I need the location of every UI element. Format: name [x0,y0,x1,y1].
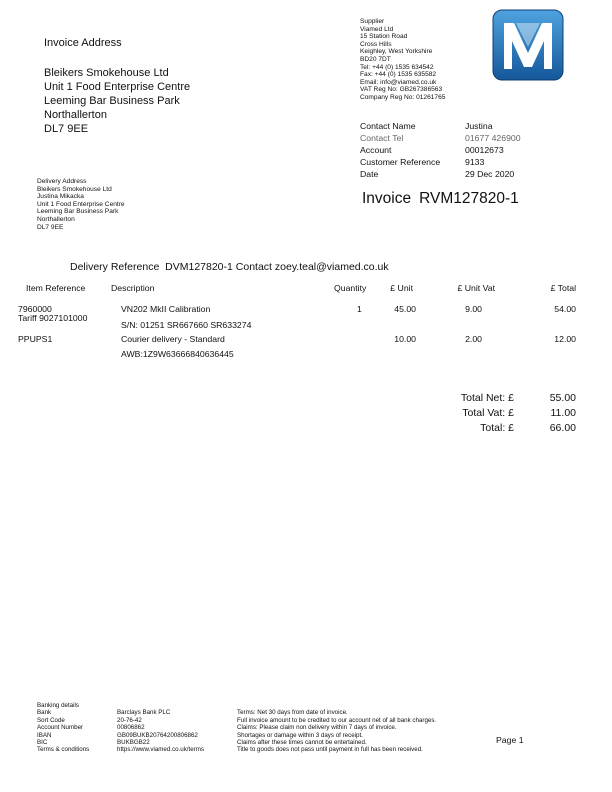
contact-row [360,120,521,132]
header-item-reference: Item Reference [26,283,86,293]
terms-line: Terms: Net 30 days from date of invoice. [237,709,348,717]
terms-line: Claims: Please claim non delivery within 7 days of invoice. [237,724,397,732]
item-reference: PPUPS1 [18,334,53,344]
terms-line: Claims after these times cannot be entertained. [237,739,367,747]
item-quantity: 1 [357,304,362,314]
invoice-number-heading [362,190,527,208]
terms-line: Title to goods does not pass until payment in full has been received. [237,746,423,754]
banking-values [117,709,204,753]
delivery-reference [70,261,389,273]
contact-value: 29 Dec 2020 [465,169,515,179]
banking-label: Bank [37,709,52,717]
banking-label: Terms & conditions [37,746,90,754]
contact-label: Account [360,145,392,155]
delivery-reference-contact: Contact zoey.teal@viamed.co.uk [235,261,389,273]
total-vat-label: Total Vat: £ [462,407,514,419]
banking-label: Sort Code [37,716,65,724]
item-description-detail: S/N: 01251 SR667660 SR633274 [121,320,252,330]
delivery-address [37,178,125,231]
contact-label: Contact Name [360,121,416,131]
contact-row [360,144,521,156]
supplier-line: Supplier [360,18,385,25]
banking-value: BUKBGB22 [117,739,150,747]
delivery-address-line: Justina Mikacka [37,193,84,201]
invoice-address-line: DL7 9EE [44,123,89,135]
supplier-line: Cross Hills [360,40,392,48]
total-value: 66.00 [549,422,576,434]
item-unit-price: 45.00 [394,304,416,314]
delivery-address-line: Unit 1 Food Enterprise Centre [37,200,125,208]
banking-value: 20-76-42 [117,716,142,724]
banking-details [37,702,89,754]
invoice-label: Invoice [362,190,412,207]
item-unit-vat: 2.00 [465,334,482,344]
item-unit-vat: 9.00 [465,304,482,314]
banking-value: Barclays Bank PLC [117,709,171,717]
delivery-address-line: Leeming Bar Business Park [37,208,119,216]
banking-label: BIC [37,739,48,747]
item-total: 12.00 [554,334,576,344]
contact-row [360,132,521,144]
invoice-address-line: Bleikers Smokehouse Ltd [44,67,169,79]
banking-label: IBAN [37,731,52,739]
contact-value: 00012673 [465,145,504,155]
total-net-value: 55.00 [549,392,576,404]
delivery-reference-value: DVM127820-1 [165,261,233,273]
banking-title: Banking details [37,702,79,709]
contact-value: 9133 [465,157,485,167]
supplier-line: Viamed Ltd [360,25,394,33]
total-vat-value: 11.00 [550,407,576,419]
banking-value: GB09BUKB20764200806862 [117,731,198,739]
banking-label: Account Number [37,724,84,732]
contact-label: Customer Reference [360,157,441,167]
invoice-address-line: Unit 1 Food Enterprise Centre [44,81,191,93]
total-label: Total: £ [480,422,514,434]
supplier-details [360,18,445,102]
supplier-line: 15 Station Road [360,33,408,41]
total-net-label: Total Net: £ [460,392,514,404]
contact-label: Contact Tel [360,133,404,143]
item-reference: 7960000 [18,304,52,314]
terms-text [237,709,436,753]
contact-row [360,156,521,168]
delivery-address-line: Delivery Address [37,178,87,185]
terms-line: Full invoice amount to be credited to our account net of all bank charges. [237,716,437,724]
contact-row [360,168,521,180]
header-unit: £ Unit [390,283,413,293]
delivery-address-line: Bleikers Smokehouse Ltd [37,185,112,193]
supplier-line: Tel: +44 (0) 1535 634542 [360,63,434,71]
supplier-line: Email: info@viamed.co.uk [360,78,437,86]
header-total: £ Total [550,283,576,293]
contact-value: 01677 426900 [465,133,521,143]
banking-value: 00806862 [117,724,145,732]
delivery-reference-label: Delivery Reference [70,261,160,273]
item-tariff: Tariff 9027101000 [18,313,88,323]
supplier-line: Fax: +44 (0) 1535 635582 [360,71,437,79]
delivery-address-line: Northallerton [37,215,75,223]
contact-details [360,120,521,180]
contact-value: Justina [465,121,493,131]
item-total: 54.00 [554,304,576,314]
supplier-line: Company Reg No: 01261765 [360,93,446,101]
terms-line: Shortages or damage within 3 days of receipt. [237,731,363,739]
item-unit-price: 10.00 [394,334,416,344]
terms-link[interactable]: https://www.viamed.co.uk/terms [117,746,204,754]
invoice-number: RVM127820-1 [419,190,519,207]
header-unit-vat: £ Unit Vat [457,283,495,293]
invoice-address-line: Northallerton [44,109,107,121]
invoice-address-line: Leeming Bar Business Park [44,95,180,107]
header-description: Description [111,283,155,293]
supplier-line: BD20 7DT [360,55,391,63]
item-description: Courier delivery - Standard [121,334,225,344]
supplier-line: VAT Reg No: GB267386563 [360,86,443,94]
invoice-address [44,37,190,136]
viamed-logo-icon [492,9,564,81]
page-number: Page 1 [496,735,524,745]
header-quantity: Quantity [334,283,367,293]
item-description: VN202 MkII Calibration [121,304,211,314]
delivery-address-line: DL7 9EE [37,223,64,231]
invoice-address-title: Invoice Address [44,37,122,49]
contact-label: Date [360,169,379,179]
supplier-line: Keighley, West Yorkshire [360,48,433,56]
item-description-detail: AWB:1Z9W63666840636445 [121,349,234,359]
